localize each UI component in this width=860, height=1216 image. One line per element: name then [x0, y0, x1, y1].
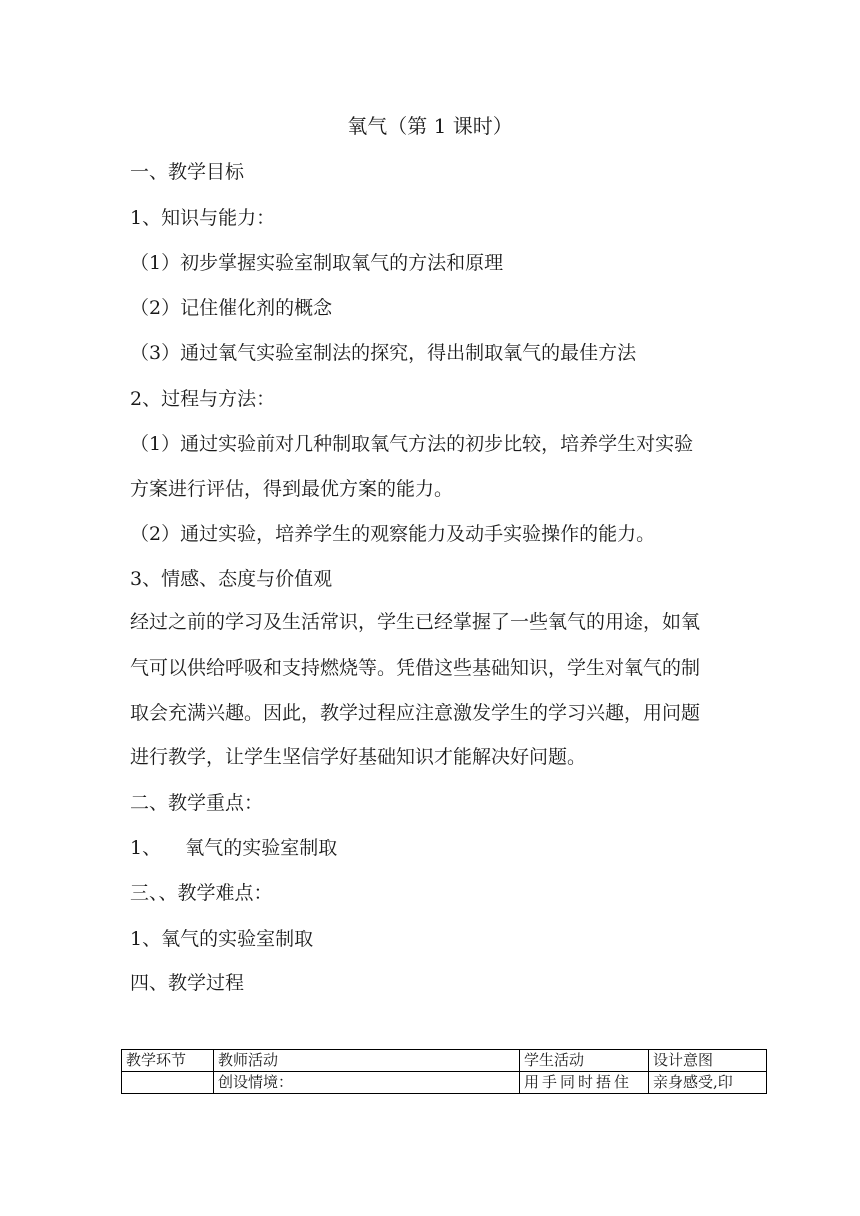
- subheading-attitude: 3、情感、态度与价值观: [130, 568, 333, 590]
- objective-item: （2）记住催化剂的概念: [130, 297, 333, 319]
- objective-item: （3）通过氧气实验室制法的探究，得出制取氧气的最佳方法: [130, 342, 637, 364]
- objective-item: （1）初步掌握实验室制取氧气的方法和原理: [130, 252, 504, 274]
- table-header-cell: 教师活动: [214, 1050, 520, 1072]
- table-cell: 用手同时捂住: [520, 1072, 649, 1094]
- paragraph-line: 气可以供给呼吸和支持燃烧等。凭借这些基础知识，学生对氧气的制: [130, 657, 701, 679]
- process-item-continued: 方案进行评估，得到最优方案的能力。: [130, 478, 454, 500]
- table-header-cell: 教学环节: [122, 1050, 214, 1072]
- subheading-process: 2、过程与方法：: [130, 388, 276, 410]
- table-header-row: [122, 1050, 767, 1072]
- paragraph-line: 经过之前的学习及生活常识，学生已经掌握了一些氧气的用途，如氧: [130, 611, 701, 633]
- key-point-item: 1、 氧气的实验室制取: [130, 837, 338, 859]
- table-header-cell: 学生活动: [520, 1050, 649, 1072]
- difficulty-item: 1、氧气的实验室制取: [130, 928, 314, 950]
- subheading-knowledge: 1、知识与能力：: [130, 207, 276, 229]
- table-header-cell: 设计意图: [649, 1050, 767, 1072]
- document-title: 氧气（第 1 课时）: [347, 114, 513, 138]
- paragraph-line: 取会充满兴趣。因此，教学过程应注意激发学生的学习兴趣，用问题: [130, 702, 701, 724]
- table-cell: 亲身感受,印: [649, 1072, 767, 1094]
- process-item: （2）通过实验，培养学生的观察能力及动手实验操作的能力。: [130, 523, 656, 545]
- paragraph-line: 进行教学，让学生坚信学好基础知识才能解决好问题。: [130, 746, 587, 768]
- section-heading-process: 四、教学过程: [130, 972, 245, 994]
- section-heading-difficulties: 三、、教学难点：: [130, 882, 273, 904]
- table-cell: [122, 1072, 214, 1094]
- table-cell: 创设情境：: [214, 1072, 520, 1094]
- section-heading-key-points: 二、教学重点：: [130, 792, 264, 814]
- process-item: （1）通过实验前对几种制取氧气方法的初步比较，培养学生对实验: [130, 433, 694, 455]
- table-row: [122, 1072, 767, 1094]
- section-heading-objectives: 一、教学目标: [130, 161, 245, 183]
- teaching-process-table: [121, 1049, 767, 1094]
